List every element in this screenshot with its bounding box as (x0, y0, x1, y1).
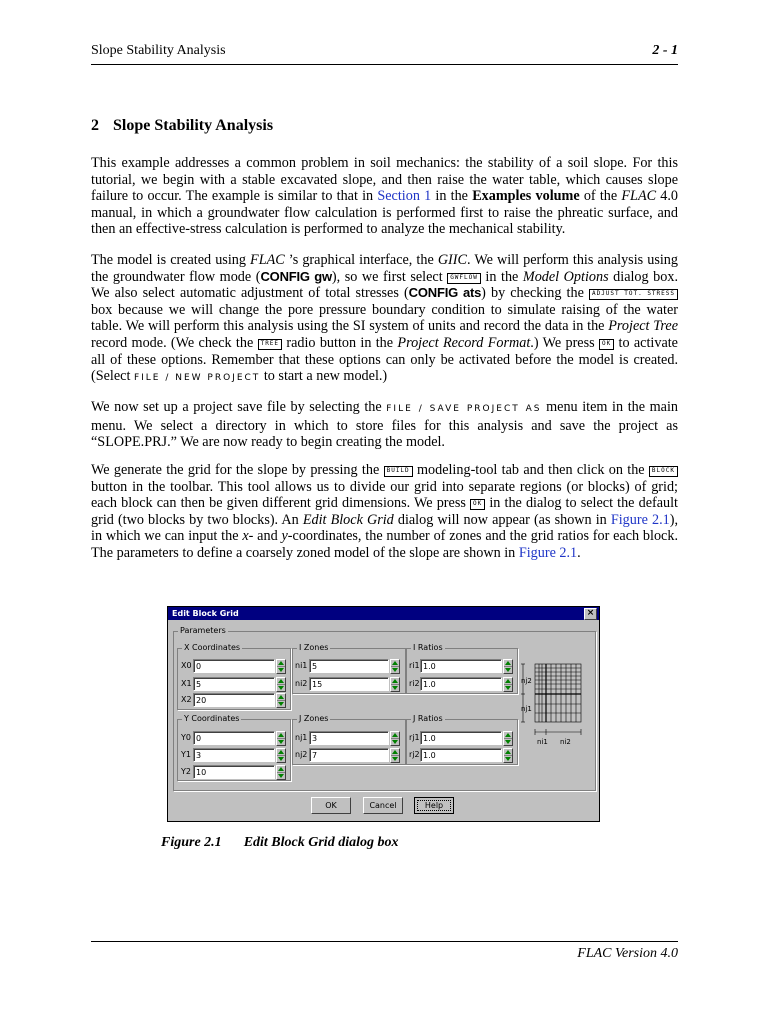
text: We now set up a project save file by selecting the (91, 399, 387, 415)
nj1-field[interactable]: 3 (309, 731, 389, 745)
ni2-field[interactable]: 15 (309, 677, 389, 691)
ni1-field[interactable]: 5 (309, 659, 389, 673)
text: ), so we first select (331, 268, 448, 285)
section-number: 2 (91, 117, 99, 134)
divider (391, 684, 399, 685)
y2-label: Y2 (181, 767, 191, 776)
page-number: 2 - 1 (652, 43, 678, 58)
text: ), in which we can input the (91, 511, 678, 545)
text: of the (579, 188, 622, 205)
ri2-field[interactable]: 1.0 (420, 677, 502, 691)
divider (277, 684, 285, 685)
ok-button-glyph: OK (470, 499, 485, 510)
rj1-spinner[interactable] (503, 731, 513, 746)
section-heading (91, 117, 273, 135)
ni2-label: ni2 (295, 679, 308, 688)
rj2-spinner[interactable] (503, 748, 513, 763)
y1-spinner[interactable] (276, 748, 286, 763)
x2-label: X2 (181, 695, 192, 704)
model-options-text: Model Options (522, 268, 609, 285)
x1-field[interactable]: 5 (193, 677, 275, 691)
divider (277, 700, 285, 701)
text: in the (431, 188, 473, 205)
x0-field[interactable]: 0 (193, 659, 275, 673)
spin-down-icon (392, 686, 398, 690)
rj1-label: rj1 (409, 733, 420, 742)
nj1-diagram-label: nj1 (521, 705, 532, 713)
spin-down-icon (278, 740, 284, 744)
spin-up-icon (505, 733, 511, 737)
footer-text: FLAC Version 4.0 (577, 946, 678, 961)
section-title: Slope Stability Analysis (113, 117, 274, 134)
text: . (577, 544, 581, 561)
config-gw-command: CONFIG gw (260, 268, 332, 284)
divider (277, 666, 285, 667)
text: record mode. (We check the (91, 334, 258, 351)
spin-up-icon (278, 661, 284, 665)
x1-spinner[interactable] (276, 677, 286, 692)
ri1-label: ri1 (409, 661, 420, 670)
ri1-field[interactable]: 1.0 (420, 659, 502, 673)
ni1-diagram-label: ni1 (537, 738, 548, 746)
spin-down-icon (278, 757, 284, 761)
spin-up-icon (505, 750, 511, 754)
file-new-project-menu: FILE / NEW PROJECT (133, 373, 261, 384)
close-icon[interactable]: × (584, 608, 597, 620)
divider (504, 755, 512, 756)
y-var: y (281, 528, 288, 545)
header-rule (91, 64, 678, 65)
ri1-spinner[interactable] (503, 659, 513, 674)
divider (391, 738, 399, 739)
rj2-label: rj2 (409, 750, 420, 759)
x1-label: X1 (181, 679, 192, 688)
rj1-field[interactable]: 1.0 (420, 731, 502, 745)
figure-2-1-link[interactable]: Figure 2.1 (610, 511, 670, 528)
text: menu item in the main menu. We select a directory in which to store files for this analysis and save the project as “SLOPE.PRJ.” We are now ready to begin creating the model. (91, 399, 678, 451)
gwflow-button-glyph: GWFLOW (447, 273, 481, 284)
project-tree-text: Project Tree (608, 318, 678, 335)
spin-down-icon (392, 740, 398, 744)
text: -coordinates, the number of zones and the grid ratios for each block. The parameters to define a coarsely zoned model of the slope are shown in (91, 528, 678, 561)
figure-caption-text: Edit Block Grid dialog box (243, 835, 399, 850)
text: in the dialog to select the default grid (two blocks by two blocks). An (91, 495, 678, 528)
ok-button-glyph: OK (599, 339, 614, 350)
y-coordinates-label: Y Coordinates (184, 714, 240, 723)
divider (504, 684, 512, 685)
spin-up-icon (278, 750, 284, 754)
divider (504, 738, 512, 739)
i-zones-label: I Zones (299, 643, 329, 652)
x-var: x (242, 528, 249, 545)
text: The model is created using (91, 252, 251, 268)
text: dialog box. We also select automatic adjustment of total stresses ( (91, 268, 678, 302)
j-zones-label: J Zones (299, 714, 329, 723)
flac-text: FLAC (250, 252, 285, 268)
figure-caption (161, 835, 398, 851)
divider (277, 755, 285, 756)
text: .) We press (530, 334, 599, 351)
ni1-label: ni1 (295, 661, 308, 670)
text: to start a new model.) (260, 368, 388, 385)
text: This example addresses a common problem in soil mechanics: the stability of a soil slope. For this tutorial, we begin with a stable excavated slope, and then raise the water table, which causes slope failure to occur. The example is similar to that in (91, 155, 678, 205)
text: button in the toolbar. This tool allows us to divide our grid into separate regions (or blocks) of grid; each block can then be given different grid dimensions. We press (91, 478, 678, 512)
spin-up-icon (505, 661, 511, 665)
spin-up-icon (278, 679, 284, 683)
giic-text: GIIC (437, 252, 467, 268)
y0-label: Y0 (181, 733, 191, 742)
paragraph-1 (91, 155, 678, 238)
footer-rule (91, 941, 678, 942)
help-button[interactable]: Help (414, 797, 454, 814)
block-grid-diagram-svg (518, 654, 598, 749)
text: ) by checking the (481, 285, 589, 302)
spin-down-icon (505, 686, 511, 690)
rj2-field[interactable]: 1.0 (420, 748, 502, 762)
x2-spinner[interactable] (276, 693, 286, 708)
spin-up-icon (278, 767, 284, 771)
spin-up-icon (505, 679, 511, 683)
divider (277, 772, 285, 773)
divider (391, 666, 399, 667)
ri2-spinner[interactable] (503, 677, 513, 692)
spin-down-icon (278, 686, 284, 690)
ni2-diagram-label: ni2 (560, 738, 571, 746)
paragraph-3 (91, 399, 678, 451)
y1-label: Y1 (181, 750, 191, 759)
spin-down-icon (505, 740, 511, 744)
adjust-stress-button-glyph: ADJUST TOT. STRESS (589, 289, 678, 300)
x0-label: X0 (181, 661, 192, 670)
text: dialog will now appear (as shown in (393, 511, 611, 528)
ni2-spinner[interactable] (390, 677, 400, 692)
text: - and (248, 528, 282, 545)
spin-up-icon (278, 733, 284, 737)
edit-block-grid-dialog (167, 606, 600, 822)
spin-down-icon (505, 757, 511, 761)
y2-field[interactable]: 10 (193, 765, 275, 779)
tree-button-glyph: TREE (258, 339, 282, 350)
block-grid-diagram (518, 654, 598, 749)
section-1-link[interactable]: Section 1 (377, 188, 432, 205)
figure-number: Figure 2.1 (161, 835, 222, 850)
spin-down-icon (278, 702, 284, 706)
x-coordinates-label: X Coordinates (184, 643, 241, 652)
nj2-field[interactable]: 7 (309, 748, 389, 762)
y1-field[interactable]: 3 (193, 748, 275, 762)
spin-down-icon (278, 668, 284, 672)
figure-2-1-link[interactable]: Figure 2.1 (518, 544, 578, 561)
nj2-diagram-label: nj2 (521, 677, 532, 685)
cancel-button[interactable]: Cancel (363, 797, 403, 814)
project-record-format-text: Project Record Format (397, 334, 531, 351)
spin-up-icon (278, 695, 284, 699)
text: radio button in the (282, 334, 398, 351)
text: We generate the grid for the slope by pressing the (91, 462, 384, 478)
parameters-label: Parameters (180, 626, 226, 635)
config-ats-command: CONFIG ats (408, 285, 482, 301)
text: in the (480, 268, 523, 285)
flac-text: FLAC (621, 188, 657, 205)
text: box because we will change the pore pressure boundary condition to simulate raising of the water table. We will perform this analysis using the SI system of units and record the data in the (91, 301, 678, 335)
paragraph-4 (91, 462, 678, 562)
y0-spinner[interactable] (276, 731, 286, 746)
build-button-glyph: BUILD (384, 466, 413, 477)
spin-down-icon (505, 668, 511, 672)
spin-down-icon (392, 757, 398, 761)
text: . We will perform this analysis using the groundwater flow mode ( (91, 252, 678, 285)
j-ratios-label: J Ratios (413, 714, 443, 723)
dialog-title: Edit Block Grid (172, 609, 239, 618)
edit-block-grid-text: Edit Block Grid (302, 511, 394, 528)
text: ’s graphical interface, the (284, 252, 438, 268)
nj1-spinner[interactable] (390, 731, 400, 746)
ok-button[interactable]: OK (311, 797, 351, 814)
divider (277, 738, 285, 739)
running-header-title: Slope Stability Analysis (91, 43, 226, 58)
ri2-label: ri2 (409, 679, 420, 688)
nj2-spinner[interactable] (390, 748, 400, 763)
text: modeling-tool tab and then click on the (412, 462, 649, 478)
block-button-glyph: BLOCK (649, 466, 678, 477)
x0-spinner[interactable] (276, 659, 286, 674)
nj2-label: nj2 (295, 750, 308, 759)
spin-up-icon (392, 661, 398, 665)
y0-field[interactable]: 0 (193, 731, 275, 745)
ni1-spinner[interactable] (390, 659, 400, 674)
divider (391, 755, 399, 756)
paragraph-2 (91, 252, 678, 387)
spin-up-icon (392, 750, 398, 754)
i-ratios-label: I Ratios (413, 643, 443, 652)
spin-down-icon (392, 668, 398, 672)
nj1-label: nj1 (295, 733, 308, 742)
x2-field[interactable]: 20 (193, 693, 275, 707)
spin-up-icon (392, 733, 398, 737)
file-save-project-as-menu: FILE / SAVE PROJECT AS (386, 404, 542, 414)
text: 4.0 manual, in which a groundwater flow calculation is performed first to raise the phreatic surface, and then an effective-stress calculation is performed to analyze the mechanical stability. (91, 188, 679, 238)
text: to activate all of these options. Remember that these options can only be activated before the model is created. (Select (91, 334, 678, 385)
spin-down-icon (278, 774, 284, 778)
divider (504, 666, 512, 667)
examples-volume-text: Examples volume (472, 188, 580, 205)
y2-spinner[interactable] (276, 765, 286, 780)
spin-up-icon (392, 679, 398, 683)
dialog-titlebar (168, 607, 599, 620)
